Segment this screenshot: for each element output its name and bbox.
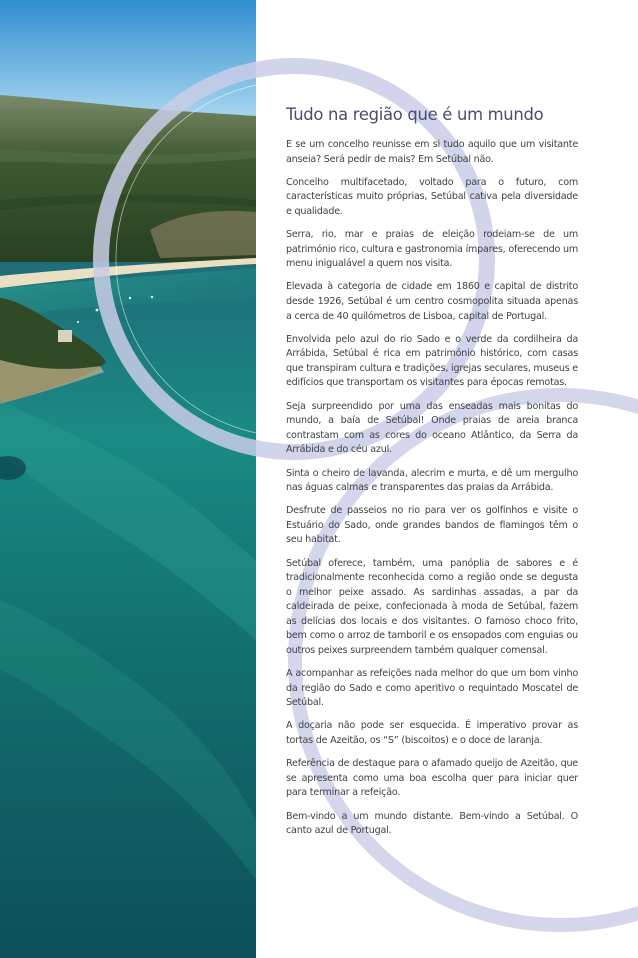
paragraph-beaches: Sinta o cheiro de lavanda, alecrim e murta, e dê um mergulho nas águas calmas e transparentes das praias da Arrábida. — [286, 467, 578, 494]
paragraph-wine: A acompanhar as refeições nada melhor do que um bom vinho da região do Sado e como aperitivo o requintado Moscatel de Setúbal. — [286, 668, 578, 709]
paragraph-estuary: Desfrute de passeios no rio para ver os golfinhos e visite o Estuário do Sado, onde grandes bandos de flamingos têm o seu habitat. — [286, 505, 578, 546]
article — [286, 104, 578, 847]
paragraph-multifaceted: Concelho multifacetado, voltado para o futuro, com características muito próprias, Setúbal cativa pela diversidade e qualidade. — [286, 176, 578, 217]
paragraph-sweets: A doçaria não pode ser esquecida. É imperativo provar as tortas de Azeitão, os “S” (biscoitos) e o doce de laranja. — [286, 720, 578, 747]
article-title: Tudo na região que é um mundo — [286, 105, 544, 124]
paragraph-bay: Seja surpreendido por uma das enseadas mais bonitas do mundo, a baía de Setúbal! Onde praias de areia branca contrastam com as cores do oceano Atlântico, da Serra da Arrábida e do céu azul. — [286, 400, 578, 456]
paragraph-gastronomy: Setúbal oferece, também, uma panóplia de sabores e é tradicionalmente reconhecida como a região onde se degusta o melhor peixe assado. As sardinhas assadas, a par da caldeirada de peixe, confecionada à moda de Setúbal, fazem as delícias dos locais e dos visitantes. O famoso choco frito, bem como o arroz de tamboril e os ensopados com enguias ou outros peixes surpreendem também qualquer comensal. — [286, 557, 578, 656]
paragraph-city-history: Elevada à categoria de cidade em 1860 e capital de distrito desde 1926, Setúbal é um centro cosmopolita situada apenas a cerca de 40 quilómetros de Lisboa, capital de Portugal. — [286, 281, 578, 322]
paragraph-cheese: Referência de destaque para o afamado queijo de Azeitão, que se apresenta como uma boa escolha quer para iniciar quer para terminar a refeição. — [286, 758, 578, 799]
paragraph-intro: E se um concelho reunisse em si tudo aquilo que um visitante anseia? Será pedir de mais? Em Setúbal não. — [286, 139, 578, 165]
paragraph-welcome: Bem-vindo a um mundo distante. Bem-vindo a Setúbal. O canto azul de Portugal. — [286, 810, 578, 837]
paragraph-sado-arrabida: Envolvida pelo azul do rio Sado e o verde da cordilheira da Arrábida, Setúbal é rica em património histórico, com casas que transpiram cultura e tradições, igrejas seculares, museus e edifícios que transportam os visitantes para épocas remotas. — [286, 333, 578, 389]
paragraph-heritage: Serra, rio, mar e praias de eleição rodeiam-se de um património rico, cultura e gastronomia ímpares, oferecendo um menu inigualável a quem nos visita. — [286, 229, 578, 270]
coastline-photo — [0, 0, 256, 958]
